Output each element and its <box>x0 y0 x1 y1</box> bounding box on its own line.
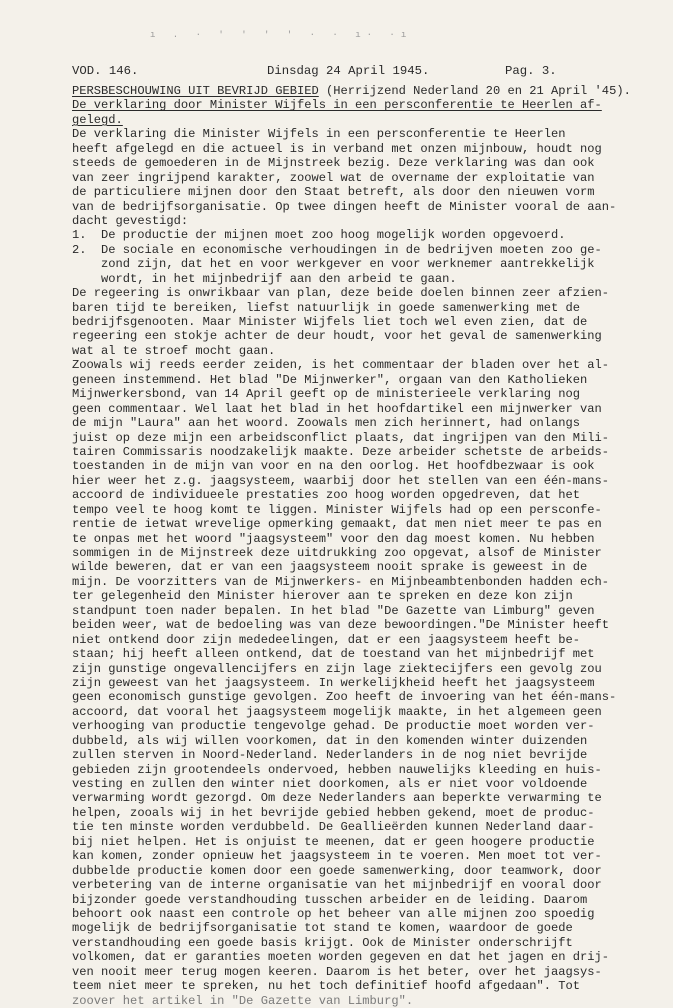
text-line: hier weer het z.g. jaagsysteem, waarbij door het stellen van een één-mans- <box>72 473 610 488</box>
text-line: dubbelde productie komen door een goede samenwerking, door teamwork, door <box>72 863 602 878</box>
text-line: wat al te stroef mocht gaan. <box>72 343 276 358</box>
page-number: Pag. 3. <box>505 64 557 78</box>
text-line: accoord, dat vooral het jaagsysteem mogelijk maakte, in het algemeen geen <box>72 704 602 719</box>
text-line: juist op deze mijn een arbeidsconflict plaats, dat ingrijpen van den Mili- <box>72 430 610 445</box>
source-reference: (Herrijzend Nederland 20 en 21 April '45). <box>318 84 631 98</box>
text-line: Zoowals wij reeds eerder zeiden, is het commentaar der bladen over het al- <box>72 358 610 373</box>
text-line: bedrijfsgenooten. Maar Minister Wijfels liet toch wel even zien, dat de <box>72 315 588 329</box>
document-date: Dinsdag 24 April 1945. <box>267 64 430 78</box>
text-line: bijzonder goede verstandhouding tusschen arbeider en de leiding. Daarom <box>72 892 588 907</box>
text-line: geen commentaar. Wel laat het blad in het hoofdartikel een mijnwerker van <box>72 401 602 416</box>
text-line: bij niet helpen. Het is onjuist te meenen, dat er geen hoogere productie <box>72 834 595 849</box>
list-text-continued: zond zijn, dat het en voor werkgever en voor werknemer aantrekkelijk <box>101 257 595 272</box>
text-line: ven nooit meer terug mogen keeren. Daarom is het beter, over het jaagsys- <box>72 964 602 979</box>
list-number: 1. <box>72 228 87 243</box>
text-line: verstandhouding een goede basis krijgt. Ook de Minister onderschrijft <box>72 935 573 950</box>
subtitle-line-1: De verklaring door Minister Wijfels in een persconferentie te Heerlen af- <box>72 98 602 113</box>
document-body <box>72 84 632 1008</box>
text-line: dacht gevestigd: <box>72 213 189 228</box>
text-line: geen economisch gunstige gevolgen. Zoo heeft de invoering van het één-mans- <box>72 690 617 705</box>
text-line: verbetering van de interne organisatie van het mijnbedrijf en vooral door <box>72 878 602 893</box>
subtitle-line-2-wrap <box>72 113 632 127</box>
list-text: De sociale en economische verhoudingen in de bedrijven moeten zoo ge- <box>101 242 602 257</box>
text-line: behoort ook naast een controle op het beheer van alle mijnen zoo spoedig <box>72 906 595 921</box>
text-line: vesting en zullen den winter niet doorkomen, als er niet voor voldoende <box>72 777 588 791</box>
list-number: 2. <box>72 242 87 257</box>
text-line: verhooging van productie tengevolge gehad. De productie moet worden ver- <box>72 719 595 734</box>
text-line: tie ten minste worden verdubbeld. De Geallieërden kunnen Nederland daar- <box>72 820 595 835</box>
scan-marks: ı . · ' ' ' ' · · ı· ·ı <box>150 30 413 40</box>
subtitle-line-2: gelegd. <box>72 112 123 127</box>
text-line: regeering een stokje achter de deur houdt, voor het geval de samenwerking <box>72 329 602 344</box>
list-text: De productie der mijnen moet zoo hoog mogelijk worden opgevoerd. <box>101 228 566 243</box>
list-item <box>72 243 632 257</box>
paragraph-3 <box>72 358 632 1008</box>
text-line: accoord de individueele prestaties zoo hoog worden opgedreven, dat het <box>72 488 581 503</box>
text-line: De verklaring die Minister Wijfels in een persconferentie te Heerlen <box>72 127 566 142</box>
text-line: De regeering is onwrikbaar van plan, deze beide doelen binnen zeer afzien- <box>72 286 610 301</box>
text-line: helpen, zooals wij in het bevrijde gebied hebben gekend, moet de produc- <box>72 805 595 820</box>
text-line: verwarming wordt gezorgd. Om deze Nederlanders aan beperkte verwarming te <box>72 791 602 806</box>
paragraph-1 <box>72 127 632 228</box>
paragraph-2 <box>72 286 632 358</box>
list-text-continued: wordt, in het mijnbedrijf aan den arbeid te gaan. <box>101 271 457 286</box>
text-line: te onpas met het woord "jaagsysteem" voor den dag moest komen. Nu hebben <box>72 531 595 546</box>
text-line: niet ontkend door zijn mededeelingen, dat er een jaagsysteem heeft be- <box>72 632 581 647</box>
title-line <box>72 84 632 98</box>
text-line: van zeer ingrijpend karakter, zoowel wat de overname der exploitatie van <box>72 170 595 185</box>
document-header <box>72 64 632 80</box>
text-line: teem niet meer te spreken, nu het toch definitief hoofd afgedaan". Tot <box>72 979 581 994</box>
document-reference: VOD. 146. <box>72 64 139 78</box>
text-line: zijn geweest van het jaagsysteem. In werkelijkheid heeft het jaagsysteem <box>72 675 595 690</box>
list-item <box>72 228 632 242</box>
text-line: baren tijd te bereiken, liefst natuurlijk in goede samenwerking met de <box>72 300 581 315</box>
text-line: zullen sterven in Noord-Nederland. Nederlanders in de nog niet bevrijde <box>72 748 588 763</box>
text-line: kan komen, zonder opnieuw het jaagsysteem in te voeren. Men moet tot ver- <box>72 849 602 864</box>
text-line: geneen instemmend. Het blad "De Mijnwerker", orgaan van den Katholieken <box>72 372 588 387</box>
text-line: beiden weer, wat de bedoeling was van deze bewoordingen."De Minister heeft <box>72 618 610 633</box>
text-line: volkomen, dat er garanties moeten worden gegeven en dat het jagen en drij- <box>72 950 610 965</box>
text-line: zijn gunstige ongevallencijfers en zijn lage ziektecijfers een gevolg zou <box>72 661 602 676</box>
text-line: steeds de gemoederen in de Mijnstreek bezig. Deze verklaring was dan ook <box>72 156 595 171</box>
text-line: van de bedrijfsorganisatie. Op twee dingen heeft de Minister vooral de aan- <box>72 199 617 214</box>
text-line: ter gelegenheid den Minister hierover aan te spreken en deze kon zijn <box>72 589 573 604</box>
text-line: staan; hij heeft alleen ontkend, dat de toestand van het mijnbedrijf met <box>72 647 595 662</box>
text-line: de particuliere mijnen door den Staat betreft, als door den nieuwen vorm <box>72 185 595 200</box>
text-line: sommigen in de Mijnstreek deze uitdrukking zoo opgevat, alsof de Minister <box>72 546 602 560</box>
text-line: de mijn "Laura" aan het woord. Zoowals men zich herinnert, had onlangs <box>72 416 581 431</box>
text-line: mogelijk de bedrijfsorganisatie tot stand te komen, waardoor de goede <box>72 921 573 936</box>
section-title: PERSBESCHOUWING UIT BEVRIJD GEBIED <box>72 84 319 98</box>
text-line: Mijnwerkersbond, van 14 April geeft op de ministerieele verklaring nog <box>72 387 581 402</box>
text-line: heeft afgelegd en die actueel is in verband met onzen mijnbouw, houdt nog <box>72 141 602 156</box>
text-line: tempo veel te hoog komt te liggen. Minister Wijfels had op een persconfe- <box>72 502 602 517</box>
text-line: wilde beweren, dat er van een jaagsysteem nooit sprake is geweest in de <box>72 560 588 575</box>
text-line: standpunt toen nader bepalen. In het blad "De Gazette van Limburg" geven <box>72 603 595 618</box>
numbered-list <box>72 228 632 286</box>
text-line: rentie de ietwat wrevelige opmerking gemaakt, dat men niet meer te pas en <box>72 517 602 532</box>
text-line: dubbeld, als wij willen voorkomen, dat in den komenden winter duizenden <box>72 733 588 748</box>
text-line: mijn. De voorzitters van de Mijnwerkers- en Mijnbeambtenbonden hadden ech- <box>72 574 610 589</box>
text-line-cut-off: zoover het artikel in "De Gazette van Limburg". <box>72 993 414 1008</box>
text-line: gebieden zijn grootendeels ondervoed, hebben nauwelijks kleeding en huis- <box>72 762 602 777</box>
text-line: toestanden in de mijn van voor en na den oorlog. Het hoofdbezwaar is ook <box>72 459 595 474</box>
text-line: tairen Commissaris noodzakelijk maakte. Deze arbeider schetste de arbeids- <box>72 444 610 459</box>
